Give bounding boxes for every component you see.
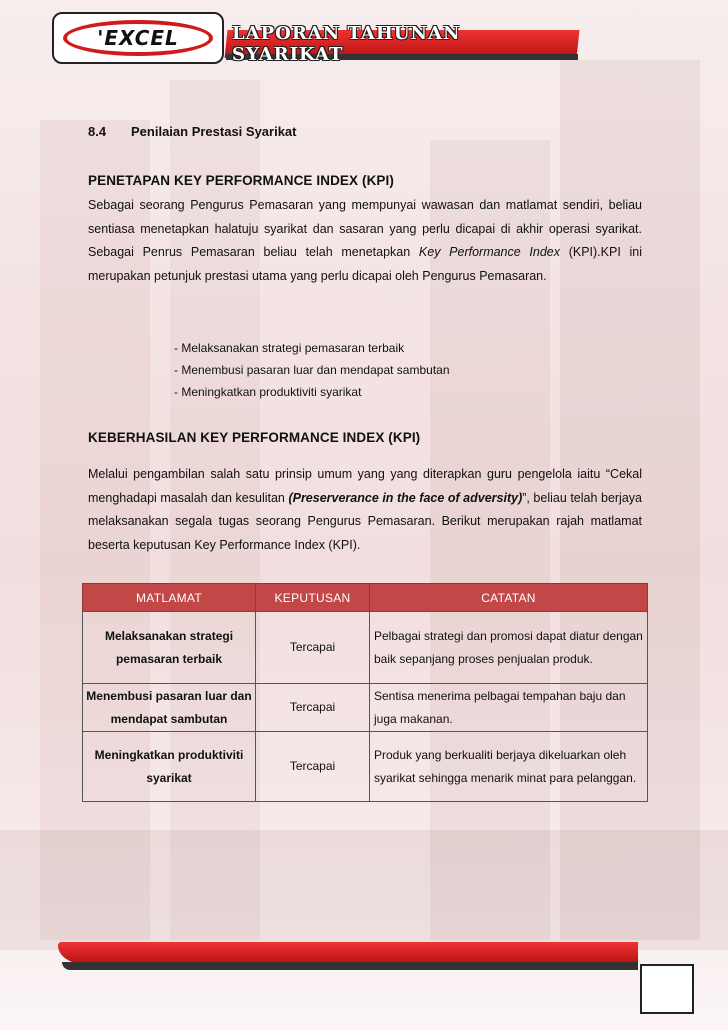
- kpi-table: [82, 583, 648, 802]
- column-header-keputusan: KEPUTUSAN: [256, 584, 370, 612]
- section-number: 8.4: [88, 124, 107, 139]
- logo-text: 'EXCEL: [63, 20, 213, 56]
- paragraph-text: ”, beliau telah berjaya melaksanakan segala tugas seorang Pengurus Pemasaran. Berikut merupakan rajah matlamat beserta keputusan Key Performance Index (KPI).: [88, 490, 642, 552]
- footer-banner: [58, 942, 638, 964]
- kpi-success-paragraph: [88, 463, 642, 557]
- kpi-setting-heading: PENETAPAN KEY PERFORMANCE INDEX (KPI): [88, 173, 394, 188]
- section-heading: [88, 124, 296, 139]
- table-header-row: [83, 584, 648, 612]
- page-number-box: [640, 964, 694, 1014]
- company-logo: [52, 12, 224, 64]
- section-title: Penilaian Prestasi Syarikat: [131, 124, 297, 139]
- kpi-list: [174, 337, 450, 403]
- report-title: LAPORAN TAHUNAN SYARIKAT: [232, 23, 461, 65]
- table-row: [83, 612, 648, 684]
- paragraph-bold-italic-text: (Preserverance in the face of adversity): [288, 490, 523, 505]
- paragraph-text: Melalui pengambilan salah satu prinsip umum yang yang diterapkan guru pengelola iaitu “Cekal menghadapi masalah dan kesulitan: [88, 467, 642, 505]
- column-header-catatan: CATATAN: [370, 584, 648, 612]
- table-row: [83, 684, 648, 732]
- column-header-matlamat: MATLAMAT: [83, 584, 256, 612]
- cell-keputusan: Tercapai: [256, 732, 370, 802]
- cell-keputusan: Tercapai: [256, 612, 370, 684]
- list-item: - Meningkatkan produktiviti syarikat: [174, 385, 362, 399]
- list-item: - Melaksanakan strategi pemasaran terbaik: [174, 341, 405, 355]
- cell-catatan: Produk yang berkualiti berjaya dikeluarkan oleh syarikat sehingga menarik minat para pelanggan.: [370, 732, 648, 802]
- background-street: [0, 830, 728, 950]
- cell-matlamat: Meningkatkan produktiviti syarikat: [83, 732, 256, 802]
- table-row: [83, 732, 648, 802]
- list-item: - Menembusi pasaran luar dan mendapat sambutan: [174, 363, 450, 377]
- cell-catatan: Sentisa menerima pelbagai tempahan baju dan juga makanan.: [370, 684, 648, 732]
- paragraph-text: (KPI).KPI ini merupakan petunjuk prestasi utama yang perlu dicapai oleh Pengurus Pemasaran.: [88, 245, 643, 283]
- cell-catatan: Pelbagai strategi dan promosi dapat diatur dengan baik sepanjang proses penjualan produk.: [370, 612, 648, 684]
- footer-banner-shadow: [62, 962, 638, 970]
- paragraph-text: Sebagai seorang Pengurus Pemasaran yang mempunyai wawasan dan matlamat sendiri, beliau sentiasa menetapkan halatuju syarikat dan sasaran yang perlu dicapai di akhir operasi syarikat. Sebagai Penrus Pemasaran beliau telah menetapkan: [88, 198, 642, 259]
- kpi-success-heading: KEBERHASILAN KEY PERFORMANCE INDEX (KPI): [88, 430, 421, 445]
- paragraph-italic-text: Key Performance Index: [418, 245, 560, 259]
- cell-matlamat: Menembusi pasaran luar dan mendapat sambutan: [83, 684, 256, 732]
- kpi-setting-paragraph: [88, 194, 642, 288]
- cell-keputusan: Tercapai: [256, 684, 370, 732]
- cell-matlamat: Melaksanakan strategi pemasaran terbaik: [83, 612, 256, 684]
